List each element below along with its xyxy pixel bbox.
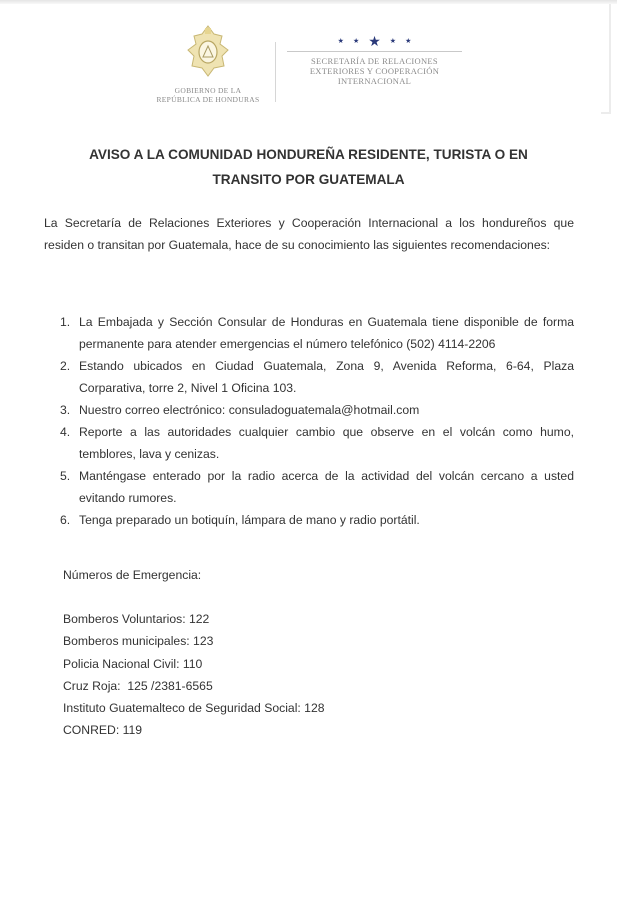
recommendation-item <box>60 311 574 355</box>
item-text: Nuestro correo electrónico: consuladoguatemala@hotmail.com <box>79 403 420 417</box>
item-number: 6. <box>60 513 71 527</box>
secretariat-caption-line: SECRETARÍA DE RELACIONES <box>311 56 438 66</box>
recommendation-item <box>60 509 574 531</box>
item-number: 3. <box>60 403 71 417</box>
emergency-heading: Números de Emergencia: <box>63 568 202 582</box>
secretariat-caption-line: INTERNACIONAL <box>337 76 412 86</box>
page-top-edge <box>0 0 617 4</box>
title-line: TRANSITO POR GUATEMALA <box>212 172 405 187</box>
recommendations-list <box>60 311 574 531</box>
coat-of-arms-icon <box>186 24 230 78</box>
recommendation-item <box>60 421 574 465</box>
recommendation-item <box>60 465 574 509</box>
secretariat-caption <box>287 56 462 86</box>
government-logo-block <box>148 24 268 104</box>
item-text: Reporte a las autoridades cualquier cambio que observe en el volcán como humo, temblores, lava y cenizas. <box>79 425 574 461</box>
stars-row <box>287 34 462 48</box>
item-number: 5. <box>60 469 71 483</box>
emergency-item: Cruz Roja: 125 /2381-6565 <box>63 678 213 693</box>
item-number: 4. <box>60 425 71 439</box>
emergency-numbers <box>63 564 543 741</box>
item-text: La Embajada y Sección Consular de Honduras en Guatemala tiene disponible de forma permanente para atender emergencias el número telefónico (502) 4114-2206 <box>79 315 574 351</box>
government-caption-line: GOBIERNO DE LA <box>174 86 242 95</box>
item-text: Manténgase enterado por la radio acerca de la actividad del volcán cercano a usted evitando rumores. <box>79 469 574 505</box>
emergency-item: Policia Nacional Civil: 110 <box>63 656 203 671</box>
title-line: AVISO A LA COMUNIDAD HONDUREÑA RESIDENTE, TURISTA O EN <box>89 147 528 162</box>
intro-paragraph: La Secretaría de Relaciones Exteriores y Cooperación Internacional a los hondureños que residen o transitan por Guatemala, hace de su conocimiento las siguientes recomendaciones: <box>44 216 574 253</box>
government-caption-line: REPÚBLICA DE HONDURAS <box>156 95 260 104</box>
item-number: 1. <box>60 315 71 329</box>
star-icon: ★ <box>352 37 360 45</box>
recommendation-item <box>60 399 574 421</box>
star-icon: ★ <box>405 37 412 45</box>
recommendation-item <box>60 355 574 399</box>
star-icon: ★ <box>389 37 397 45</box>
emergency-item: Bomberos municipales: 123 <box>63 634 214 649</box>
emergency-item: CONRED: 119 <box>63 723 143 738</box>
header-divider <box>275 42 276 102</box>
item-text: Estando ubicados en Ciudad Guatemala, Zona 9, Avenida Reforma, 6-64, Plaza Corparativa, torre 2, Nivel 1 Oficina 103. <box>79 359 574 395</box>
item-number: 2. <box>60 359 71 373</box>
star-icon: ★ <box>337 37 344 45</box>
secretariat-logo-block <box>287 34 462 86</box>
item-text: Tenga preparado un botiquín, lámpara de mano y radio portátil. <box>79 513 420 527</box>
secretariat-rule <box>287 51 462 52</box>
government-caption <box>148 86 268 104</box>
secretariat-caption-line: EXTERIORES Y COOPERACIÓN <box>309 66 440 76</box>
document-title <box>40 142 577 192</box>
emergency-item: Instituto Guatemalteco de Seguridad Social: 128 <box>63 701 325 716</box>
letterhead <box>140 20 480 110</box>
star-icon: ★ <box>368 33 381 49</box>
emergency-item: Bomberos Voluntarios: 122 <box>63 612 210 627</box>
page-right-edge-corner <box>601 112 611 114</box>
page-right-edge <box>609 4 611 114</box>
